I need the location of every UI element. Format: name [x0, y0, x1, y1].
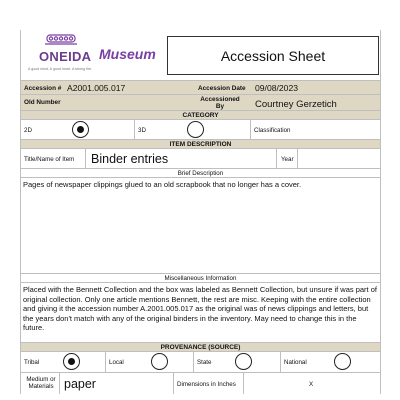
accession-number-row — [21, 80, 380, 94]
national-radio[interactable] — [334, 353, 351, 370]
logo-text: ONEIDA — [39, 49, 92, 64]
old-number-row — [21, 94, 380, 110]
item-description-heading: ITEM DESCRIPTION — [21, 139, 380, 148]
title-row — [21, 148, 380, 168]
brief-description-text[interactable]: Pages of newspaper clippings glued to an old scrapbook that no longer has a cover. — [21, 177, 380, 273]
misc-info-label: Miscellaneous Information — [21, 273, 380, 282]
local-label: Local — [109, 359, 124, 366]
option-3d-radio[interactable] — [187, 121, 204, 138]
medium-label: Medium or Materials — [26, 376, 56, 390]
museum-label: Museum — [99, 46, 156, 62]
category-heading: CATEGORY — [21, 110, 380, 119]
accession-number-label: Accession # — [24, 85, 62, 92]
sheet-title: Accession Sheet — [167, 36, 379, 75]
accession-sheet — [20, 30, 381, 394]
sheet-header — [21, 30, 380, 80]
year-label: Year — [281, 156, 294, 163]
medium-value[interactable]: paper — [64, 377, 96, 391]
dimensions-label: Dimensions in Inches — [177, 381, 236, 388]
misc-info-text[interactable]: Placed with the Bennett Collection and the box was labeled as Bennett Collection, but unsure if was part of original collection. Only one article mentions Bennett, the rest are misc. Keeping with the entire collection and giving it the accession number A.2001.005.017 as the original was of news clippings and letters, but the years don't match with any of the original binders in the inventory. May need to change this in the future. — [21, 282, 380, 342]
medium-row — [21, 372, 380, 394]
accession-date-value[interactable]: 09/08/2023 — [255, 83, 299, 93]
option-2d-radio[interactable] — [72, 121, 89, 138]
accessioned-by-label: Accessioned By — [200, 96, 240, 110]
category-row — [21, 119, 380, 139]
local-radio[interactable] — [151, 353, 168, 370]
state-label: State — [197, 359, 212, 366]
provenance-heading: PROVENANCE (SOURCE) — [21, 342, 380, 351]
old-number-label: Old Number — [24, 99, 61, 106]
logo-tagline: A good mind. A good heart. A strong fire. — [28, 67, 93, 71]
accession-date-label: Accession Date — [198, 85, 246, 92]
option-2d-label: 2D — [24, 127, 32, 134]
national-label: National — [284, 359, 307, 366]
accessioned-by-value[interactable]: Courtney Gerzetich — [255, 99, 337, 110]
state-radio[interactable] — [235, 353, 252, 370]
tribal-radio[interactable] — [63, 353, 80, 370]
accession-number-value[interactable]: A2001.005.017 — [67, 83, 126, 93]
tribal-label: Tribal — [24, 359, 40, 366]
dimensions-separator: X — [309, 381, 314, 388]
option-3d-label: 3D — [138, 127, 146, 134]
classification-label: Classification — [254, 127, 291, 134]
brief-description-label: Brief Description — [21, 168, 380, 177]
title-value[interactable]: Binder entries — [91, 152, 169, 166]
provenance-row — [21, 351, 380, 372]
title-label: Title/Name of Item — [24, 156, 75, 163]
